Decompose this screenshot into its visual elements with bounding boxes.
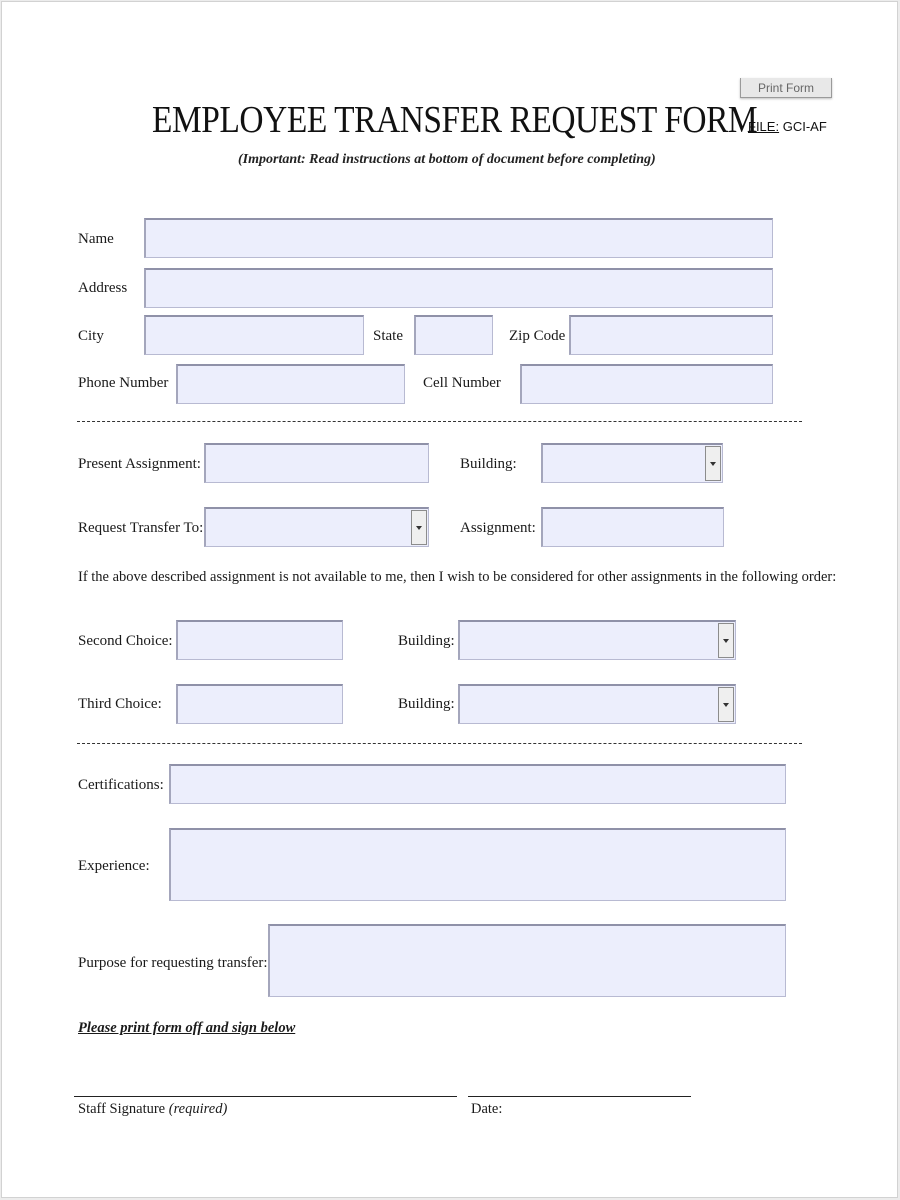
print-sign-note: Please print form off and sign below bbox=[78, 1020, 296, 1036]
signature-line bbox=[74, 1096, 457, 1097]
experience-field[interactable] bbox=[169, 828, 786, 901]
present-assignment-label: Present Assignment: bbox=[78, 456, 201, 472]
phone-number-field[interactable] bbox=[176, 364, 405, 404]
form-subtitle: (Important: Read instructions at bottom of document before completing) bbox=[238, 152, 656, 167]
form-title: EMPLOYEE TRANSFER REQUEST FORM bbox=[152, 99, 758, 141]
assignment-label: Assignment: bbox=[460, 520, 536, 536]
city-label: City bbox=[78, 328, 104, 344]
certifications-label: Certifications: bbox=[78, 777, 164, 793]
form-page bbox=[1, 1, 898, 1198]
building-label: Building: bbox=[460, 456, 517, 472]
date-line bbox=[468, 1096, 691, 1097]
section-divider bbox=[77, 421, 802, 422]
cell-number-label: Cell Number bbox=[423, 375, 501, 391]
third-building-select[interactable] bbox=[458, 684, 736, 724]
address-field[interactable] bbox=[144, 268, 773, 308]
state-label: State bbox=[373, 328, 403, 344]
file-code-label: FILE: bbox=[748, 119, 780, 134]
building-select[interactable] bbox=[541, 443, 723, 483]
present-assignment-field[interactable] bbox=[204, 443, 429, 483]
purpose-field[interactable] bbox=[268, 924, 786, 997]
chevron-down-icon[interactable] bbox=[718, 687, 734, 722]
zip-code-field[interactable] bbox=[569, 315, 773, 355]
request-transfer-select[interactable] bbox=[204, 507, 429, 547]
section-divider bbox=[77, 743, 802, 744]
experience-label: Experience: bbox=[78, 858, 150, 874]
second-building-select[interactable] bbox=[458, 620, 736, 660]
chevron-down-icon[interactable] bbox=[705, 446, 721, 481]
required-text: (required) bbox=[168, 1101, 228, 1117]
file-code-value: GCI-AF bbox=[782, 119, 827, 134]
request-transfer-label: Request Transfer To: bbox=[78, 520, 204, 536]
certifications-field[interactable] bbox=[169, 764, 786, 804]
zip-code-label: Zip Code bbox=[509, 328, 566, 344]
chevron-down-icon[interactable] bbox=[718, 623, 734, 658]
third-choice-field[interactable] bbox=[176, 684, 343, 724]
alternate-choices-instruction: If the above described assignment is not available to me, then I wish to be considered for other assignments in the following order: bbox=[78, 569, 837, 585]
third-choice-label: Third Choice: bbox=[78, 696, 162, 712]
state-field[interactable] bbox=[414, 315, 493, 355]
second-building-label: Building: bbox=[398, 633, 455, 649]
chevron-down-icon[interactable] bbox=[411, 510, 427, 545]
staff-signature-label bbox=[78, 1101, 227, 1118]
name-label: Name bbox=[78, 231, 114, 247]
second-choice-field[interactable] bbox=[176, 620, 343, 660]
phone-number-label: Phone Number bbox=[78, 375, 169, 391]
file-code bbox=[748, 119, 827, 134]
second-choice-label: Second Choice: bbox=[78, 633, 173, 649]
third-building-label: Building: bbox=[398, 696, 455, 712]
print-form-button[interactable]: Print Form bbox=[740, 78, 832, 98]
staff-signature-text: Staff Signature bbox=[78, 1101, 166, 1117]
cell-number-field[interactable] bbox=[520, 364, 773, 404]
name-field[interactable] bbox=[144, 218, 773, 258]
purpose-label: Purpose for requesting transfer: bbox=[78, 955, 268, 971]
city-field[interactable] bbox=[144, 315, 364, 355]
address-label: Address bbox=[78, 280, 128, 296]
date-label: Date: bbox=[471, 1101, 503, 1117]
assignment-field[interactable] bbox=[541, 507, 724, 547]
